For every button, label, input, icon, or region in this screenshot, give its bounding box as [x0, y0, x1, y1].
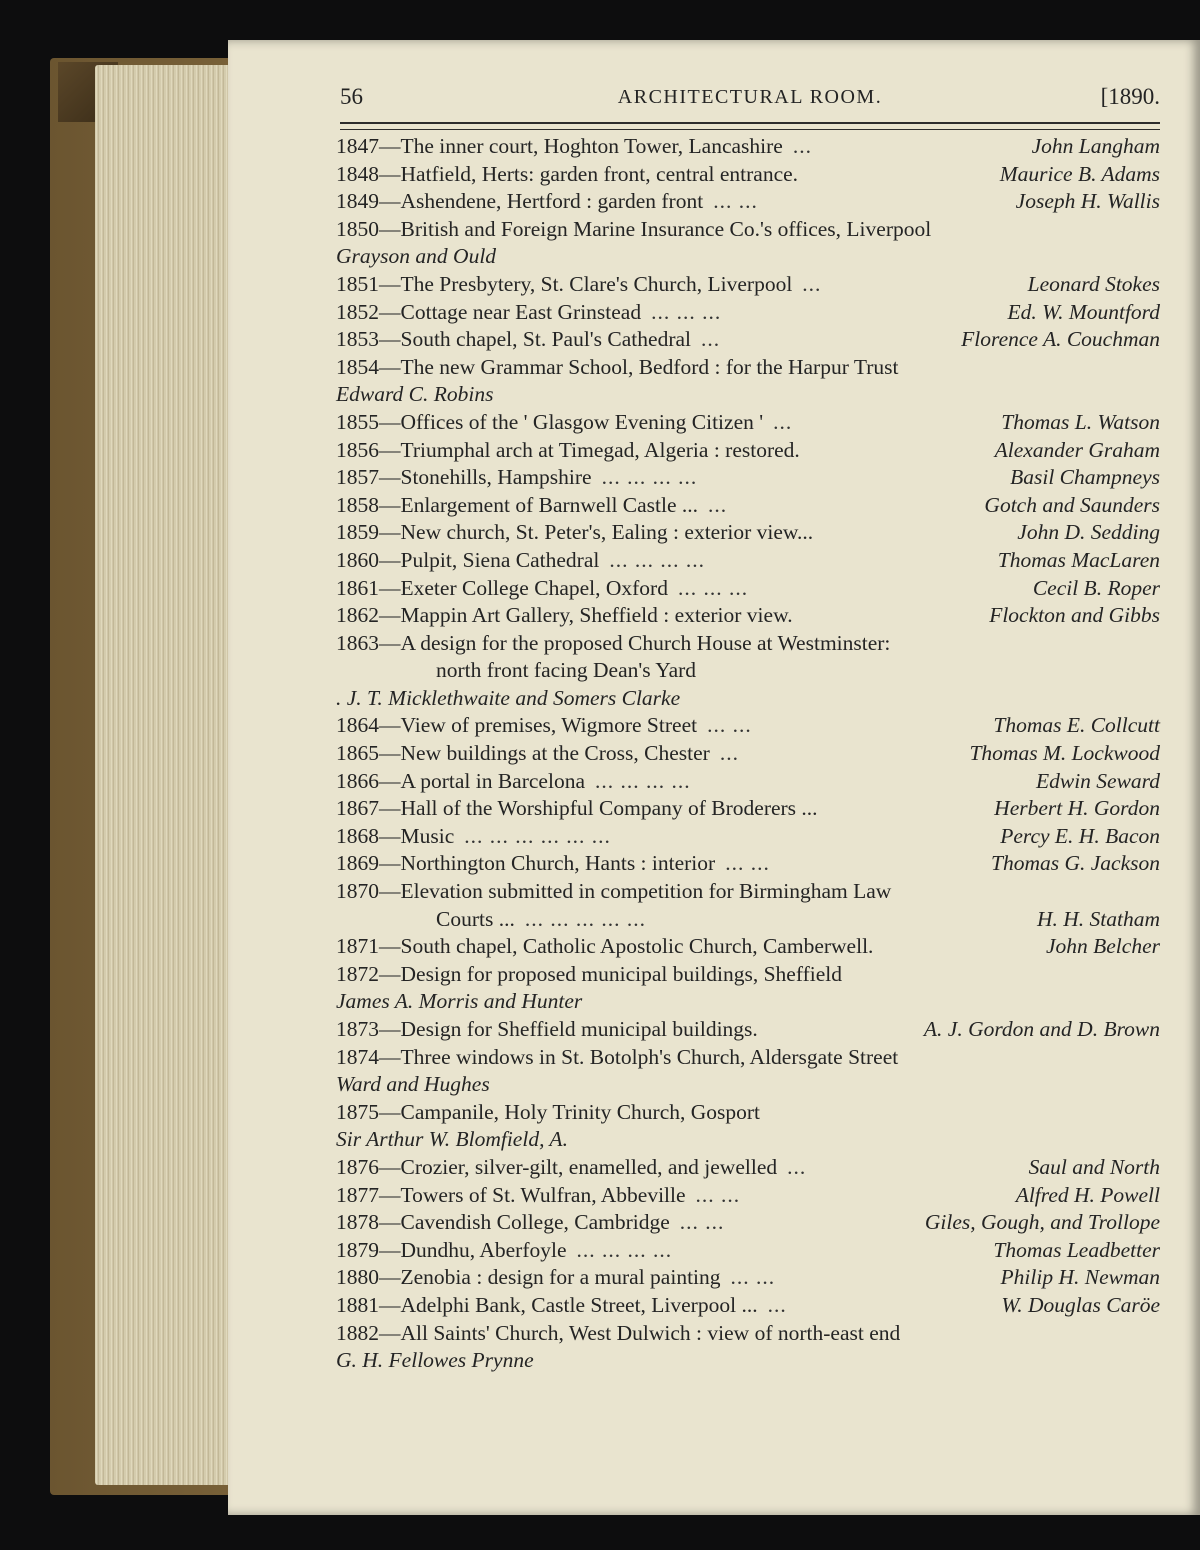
- entry-title: —Cavendish College, Cambridge: [379, 1210, 670, 1235]
- entry-title: —Cottage near East Grinstead: [379, 299, 642, 324]
- entry-title: —Offices of the ' Glasgow Evening Citizen ': [379, 409, 764, 434]
- continuation-text: Courts ...: [436, 906, 515, 931]
- entry-number: 1866: [336, 768, 379, 793]
- entry-number: 1880: [336, 1265, 379, 1290]
- entry-title: —Northington Church, Hants : interior: [379, 851, 716, 876]
- page-edges: [95, 65, 235, 1485]
- entry-line: [336, 271, 1160, 299]
- entry-title: —The new Grammar School, Bedford : for the Harpur Trust: [379, 354, 899, 379]
- entry-continuation: [336, 657, 1160, 685]
- entry-number: 1855: [336, 409, 379, 434]
- catalogue-entry: [336, 299, 1160, 327]
- entry-artist: Leonard Stokes: [1027, 271, 1160, 296]
- entry-line: [336, 850, 1160, 878]
- catalogue-entry: [336, 575, 1160, 603]
- catalogue-entry: [336, 878, 1160, 933]
- entry-number: 1867: [336, 796, 379, 821]
- entry-title: —Design for proposed municipal buildings, Sheffield: [379, 961, 842, 986]
- entry-artist: Alfred H. Powell: [1015, 1182, 1160, 1207]
- leader-dots: ... ...: [679, 1210, 725, 1235]
- leader-dots: ... ...: [707, 713, 752, 738]
- leader-dots: ... ... ... ... ... ...: [464, 823, 611, 848]
- entry-artist: Edward C. Robins: [336, 382, 494, 407]
- catalogue-entry: [336, 602, 1160, 630]
- entry-number: 1858: [336, 492, 379, 517]
- page-number: 56: [340, 84, 363, 109]
- catalogue-entry: [336, 768, 1160, 796]
- entry-number: 1873: [336, 1017, 379, 1041]
- catalogue-entry: [336, 740, 1160, 768]
- entry-title: —The Presbytery, St. Clare's Church, Liverpool: [379, 271, 793, 296]
- entry-title: —New buildings at the Cross, Chester: [379, 741, 710, 766]
- entry-number: 1851: [336, 271, 379, 296]
- entry-artist: G. H. Fellowes Prynne: [336, 1348, 534, 1373]
- catalogue-entry: [336, 1292, 1160, 1320]
- entry-title: —Ashendene, Hertford : garden front: [379, 189, 704, 214]
- entry-title: —The inner court, Hoghton Tower, Lancashire: [379, 134, 783, 158]
- leader-dots: ... ...: [725, 851, 770, 876]
- entry-artist: Joseph H. Wallis: [1015, 189, 1160, 214]
- entry-line: [336, 354, 1160, 382]
- leader-dots: ... ...: [730, 1265, 776, 1290]
- entry-number: 1847: [336, 134, 379, 158]
- entry-line: [336, 630, 1160, 658]
- entry-artist: Saul and North: [1028, 1154, 1160, 1179]
- entry-line: [336, 712, 1160, 740]
- entry-number: 1878: [336, 1210, 379, 1235]
- entry-line: [336, 1044, 1160, 1072]
- entry-number: 1854: [336, 354, 379, 379]
- catalogue-entry: [336, 133, 1160, 161]
- entry-line: [336, 464, 1160, 492]
- entry-artist: Florence A. Couchman: [961, 327, 1160, 352]
- leader-dots: ... ... ... ...: [609, 547, 705, 572]
- catalogue-entry: [336, 1237, 1160, 1265]
- entry-artist: John Belcher: [1045, 934, 1160, 959]
- entry-artist: Gotch and Saunders: [984, 492, 1160, 517]
- entry-line: [336, 188, 1160, 216]
- entry-number: 1859: [336, 520, 379, 545]
- entry-line: [336, 1209, 1160, 1237]
- catalogue-entry: [336, 1154, 1160, 1182]
- catalogue-entry: [336, 547, 1160, 575]
- entry-number: 1872: [336, 961, 379, 986]
- entry-artist: Percy E. H. Bacon: [1000, 823, 1160, 848]
- entry-line: [336, 216, 1160, 244]
- leader-dots: ...: [719, 741, 739, 766]
- entry-title: —A portal in Barcelona: [379, 768, 585, 793]
- entry-line: [336, 768, 1160, 796]
- entry-artist: John Langham: [1031, 134, 1160, 158]
- entry-number: 1876: [336, 1154, 379, 1179]
- catalogue-entries: [336, 133, 1160, 1375]
- catalogue-entry: [336, 492, 1160, 520]
- entry-artist: Grayson and Ould: [336, 244, 497, 269]
- entry-artist: Thomas Leadbetter: [993, 1237, 1160, 1262]
- entry-artist: Ward and Hughes: [336, 1072, 490, 1097]
- entry-title: —Hall of the Worshipful Company of Broderers ...: [379, 796, 818, 821]
- entry-artist: Ed. W. Mountford: [1007, 299, 1160, 324]
- catalogue-entry: [336, 409, 1160, 437]
- leader-dots: ... ... ... ... ...: [524, 906, 646, 931]
- entry-number: 1882: [336, 1320, 379, 1345]
- entry-line: [336, 961, 1160, 989]
- entry-line: [336, 1182, 1160, 1210]
- page-header: [340, 84, 1160, 120]
- leader-dots: ...: [773, 409, 793, 434]
- entry-title: —Exeter College Chapel, Oxford: [379, 575, 668, 600]
- catalogue-entry: [336, 1182, 1160, 1210]
- entry-artist: W. Douglas Caröe: [1001, 1292, 1160, 1317]
- entry-line: [336, 161, 1160, 189]
- entry-title: —A design for the proposed Church House at Westminster:: [379, 630, 891, 655]
- leader-dots: ... ...: [695, 1182, 741, 1207]
- entry-line: [336, 326, 1160, 354]
- catalogue-entry: [336, 795, 1160, 823]
- entry-title: —Three windows in St. Botolph's Church, Aldersgate Street: [379, 1044, 899, 1069]
- entry-artist: Thomas L. Watson: [1001, 409, 1160, 434]
- entry-title: —South chapel, Catholic Apostolic Church, Camberwell.: [379, 934, 874, 959]
- entry-number: 1848: [336, 161, 379, 186]
- entry-title: —All Saints' Church, West Dulwich : view of north-east end: [379, 1320, 901, 1345]
- catalogue-entry: [336, 519, 1160, 547]
- entry-continuation: [336, 906, 1160, 934]
- entry-line: [336, 409, 1160, 437]
- entry-number: 1863: [336, 630, 379, 655]
- leader-dots: ...: [701, 327, 721, 352]
- entry-artist: Cecil B. Roper: [1032, 575, 1160, 600]
- catalogue-entry: [336, 823, 1160, 851]
- entry-artist: Thomas M. Lockwood: [969, 741, 1160, 766]
- entry-line: [336, 823, 1160, 851]
- entry-number: 1868: [336, 823, 379, 848]
- entry-line: [336, 1292, 1160, 1320]
- entry-line: [336, 740, 1160, 768]
- entry-title: —British and Foreign Marine Insurance Co.'s offices, Liverpool: [379, 216, 932, 241]
- entry-artist: Philip H. Newman: [1000, 1265, 1160, 1290]
- entry-artist: Alexander Graham: [994, 437, 1160, 462]
- entry-title: —Dundhu, Aberfoyle: [379, 1237, 567, 1262]
- entry-title: —Adelphi Bank, Castle Street, Liverpool ...: [379, 1292, 758, 1317]
- entry-line: [336, 547, 1160, 575]
- entry-artist: John D. Sedding: [1017, 520, 1160, 545]
- entry-artist: H. H. Statham: [1036, 906, 1160, 931]
- entry-number: 1869: [336, 851, 379, 876]
- entry-title: —Towers of St. Wulfran, Abbeville: [379, 1182, 686, 1207]
- catalogue-entry: [336, 1264, 1160, 1292]
- entry-artist: Thomas MacLaren: [997, 547, 1160, 572]
- entry-number: 1864: [336, 713, 379, 738]
- entry-number: 1852: [336, 299, 379, 324]
- leader-dots: ... ...: [713, 189, 758, 214]
- catalogue-entry: [336, 850, 1160, 878]
- leader-dots: ...: [787, 1154, 807, 1179]
- entry-artist: Basil Champneys: [1010, 465, 1160, 490]
- leader-dots: ...: [767, 1292, 787, 1317]
- entry-line: [336, 1099, 1160, 1127]
- entry-line: [336, 1264, 1160, 1292]
- catalogue-entry: [336, 1320, 1160, 1375]
- leader-dots: ...: [792, 134, 812, 158]
- continuation-text: north front facing Dean's Yard: [436, 658, 697, 683]
- catalogue-entry: [336, 933, 1160, 961]
- entry-title: —Hatfield, Herts: garden front, central entrance.: [379, 161, 799, 186]
- catalogue-entry: [336, 464, 1160, 492]
- entry-line: [336, 437, 1160, 465]
- entry-number: 1862: [336, 603, 379, 628]
- entry-title: —New church, St. Peter's, Ealing : exterior view...: [379, 520, 814, 545]
- entry-title: —Pulpit, Siena Cathedral: [379, 547, 600, 572]
- entry-title: —Stonehills, Hampshire: [379, 465, 592, 490]
- entry-number: 1877: [336, 1182, 379, 1207]
- running-title: ARCHITECTURAL ROOM.: [617, 86, 883, 108]
- entry-title: —Campanile, Holy Trinity Church, Gosport: [379, 1099, 761, 1124]
- entry-line: [336, 1154, 1160, 1182]
- entry-number: 1874: [336, 1044, 379, 1069]
- entry-artist: Herbert H. Gordon: [994, 796, 1160, 821]
- entry-artist: Maurice B. Adams: [999, 161, 1160, 186]
- entry-artist: . J. T. Micklethwaite and Somers Clarke: [336, 685, 681, 710]
- leader-dots: ... ... ...: [651, 299, 722, 324]
- leader-dots: ... ... ... ...: [594, 768, 691, 793]
- entry-line: [336, 575, 1160, 603]
- entry-title: —Crozier, silver-gilt, enamelled, and jewelled: [379, 1154, 778, 1179]
- entry-number: 1865: [336, 741, 379, 766]
- entry-number: 1856: [336, 437, 379, 462]
- entry-title: —Zenobia : design for a mural painting: [379, 1265, 721, 1290]
- leader-dots: ... ... ... ...: [576, 1237, 673, 1262]
- catalogue-entry: [336, 326, 1160, 354]
- catalogue-entry: [336, 354, 1160, 409]
- entry-number: 1860: [336, 547, 379, 572]
- entry-title: —Mappin Art Gallery, Sheffield : exterior view.: [379, 603, 793, 628]
- entry-number: 1857: [336, 465, 379, 490]
- entry-artist: James A. Morris and Hunter: [336, 989, 583, 1014]
- catalogue-entry: [336, 437, 1160, 465]
- catalogue-entry: [336, 161, 1160, 189]
- catalogue-entry: [336, 1044, 1160, 1099]
- catalogue-entry: [336, 1016, 1160, 1044]
- entry-line: [336, 1016, 1160, 1044]
- entry-title: —South chapel, St. Paul's Cathedral: [379, 327, 692, 352]
- entry-line: [336, 933, 1160, 961]
- entry-title: —Music: [379, 823, 455, 848]
- catalogue-entry: [336, 1209, 1160, 1237]
- entry-title: —View of premises, Wigmore Street: [379, 713, 698, 738]
- entry-line: [336, 133, 1160, 161]
- entry-number: 1879: [336, 1237, 379, 1262]
- leader-dots: ...: [708, 492, 728, 517]
- entry-number: 1861: [336, 575, 379, 600]
- catalogue-entry: [336, 271, 1160, 299]
- catalogue-entry: [336, 1099, 1160, 1154]
- catalogue-entry: [336, 216, 1160, 271]
- entry-artist: Thomas E. Collcutt: [993, 713, 1160, 738]
- entry-line: [336, 299, 1160, 327]
- entry-artist: Edwin Seward: [1035, 768, 1160, 793]
- header-rule: [340, 122, 1160, 130]
- entry-title: —Enlargement of Barnwell Castle ...: [379, 492, 699, 517]
- entry-line: [336, 795, 1160, 823]
- entry-number: 1871: [336, 934, 379, 959]
- entry-line: [336, 602, 1160, 630]
- entry-artist: Giles, Gough, and Trollope: [924, 1210, 1160, 1235]
- entry-number: 1849: [336, 189, 379, 214]
- catalogue-entry: [336, 961, 1160, 1016]
- entry-artist: A. J. Gordon and D. Brown: [923, 1017, 1160, 1041]
- entry-line: [336, 492, 1160, 520]
- entry-number: 1870: [336, 879, 379, 904]
- catalogue-entry: [336, 188, 1160, 216]
- entry-line: [336, 519, 1160, 547]
- entry-line: [336, 1320, 1160, 1348]
- entry-number: 1853: [336, 327, 379, 352]
- leader-dots: ... ... ...: [677, 575, 749, 600]
- entry-title: —Elevation submitted in competition for Birmingham Law: [379, 879, 892, 904]
- year-label: [1890.: [1100, 84, 1160, 109]
- catalogue-entry: [336, 630, 1160, 713]
- entry-artist: Thomas G. Jackson: [991, 851, 1160, 876]
- entry-number: 1850: [336, 216, 379, 241]
- entry-title: —Design for Sheffield municipal buildings.: [379, 1017, 758, 1041]
- entry-artist: Sir Arthur W. Blomfield, A.: [336, 1127, 568, 1152]
- catalogue-entry: [336, 712, 1160, 740]
- entry-line: [336, 878, 1160, 906]
- entry-title: —Triumphal arch at Timegad, Algeria : restored.: [379, 437, 800, 462]
- leader-dots: ... ... ... ...: [601, 465, 698, 490]
- entry-artist: Flockton and Gibbs: [989, 603, 1160, 628]
- entry-number: 1881: [336, 1292, 379, 1317]
- entry-line: [336, 1237, 1160, 1265]
- leader-dots: ...: [802, 271, 822, 296]
- entry-number: 1875: [336, 1099, 379, 1124]
